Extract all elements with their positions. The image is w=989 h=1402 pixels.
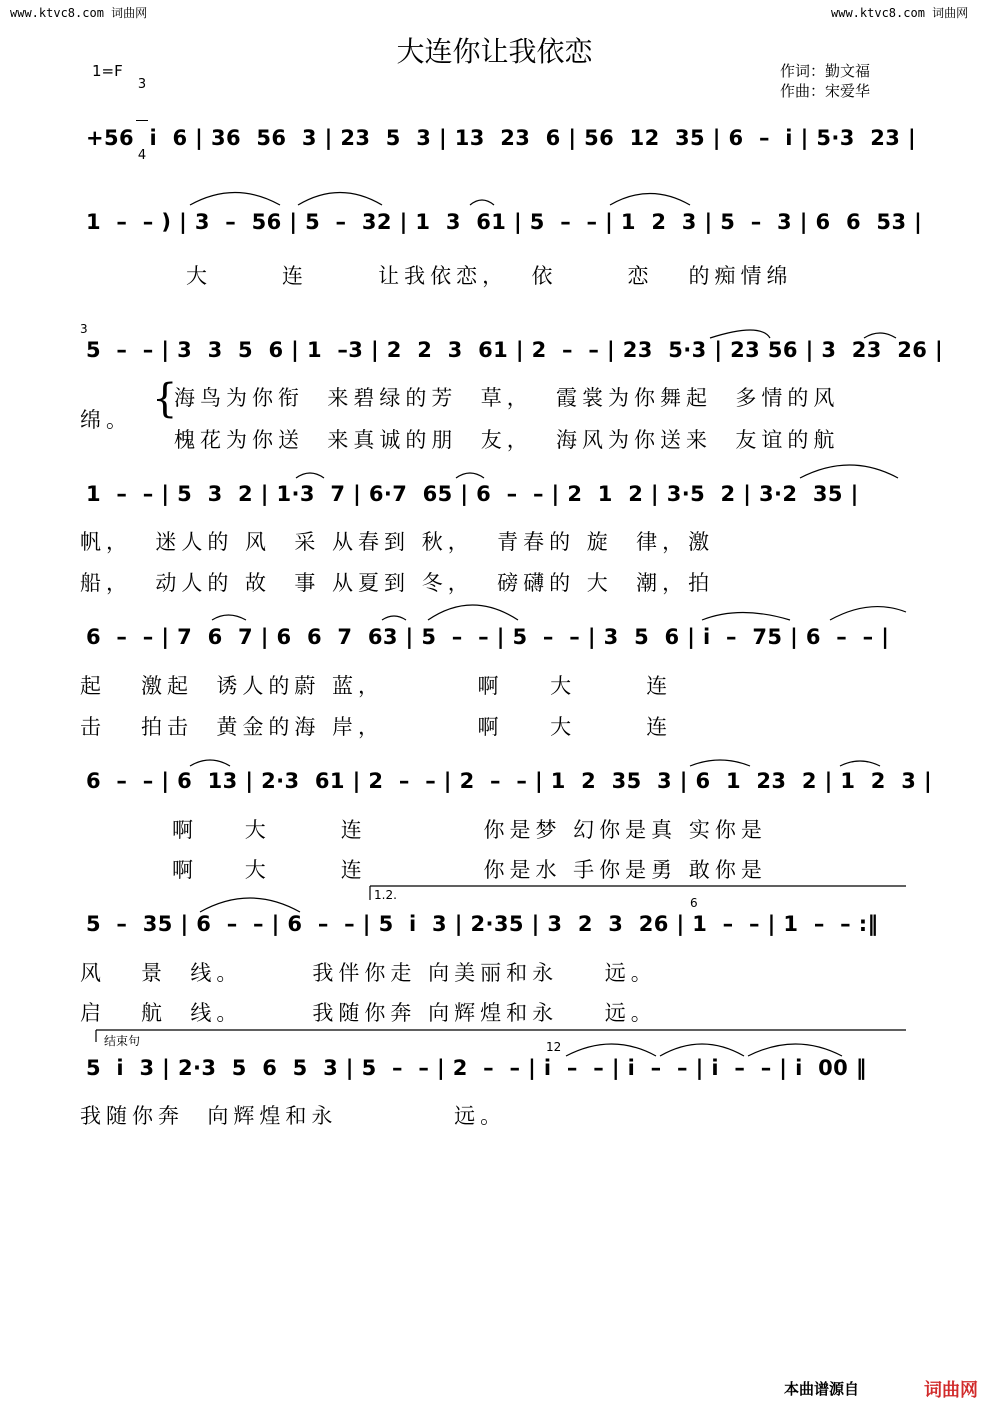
site-logo[interactable]: 词曲网 <box>924 1380 978 1401</box>
site-watermark-left: www.ktvc8.com 词曲网 <box>10 6 148 20</box>
composer-credit: 作曲：宋爱华 <box>780 82 871 100</box>
lyric-line: 船， 动人的 故 事 从夏到 冬， 磅礴的 大 潮，拍 <box>80 571 715 595</box>
time-signature-bottom: 4 <box>137 148 147 163</box>
lyric-line: 啊 大 连 你是梦 幻你是真 实你是 <box>172 818 767 842</box>
notation-line: 5 – – | 3 3 5 6 | 1 –3 | 2 2 3 61 | 2 – – | 23 5·3 | 23 56 | 3 23 26 | <box>86 338 944 362</box>
lyric-line: 帆， 迷人的 风 采 从春到 秋， 青春的 旋 律，激 <box>80 530 715 554</box>
notation-line: 6 – – | 6 13 | 2·3 61 | 2 – – | 2 – – | 1 2 35 3 | 6 1 23 2 | 1 2 3 | <box>86 769 933 793</box>
song-title: 大连你让我依恋 <box>396 35 593 68</box>
lyricist-credit: 作词：勤文福 <box>780 62 871 80</box>
lyric-line: 风 景 线。 我伴你走 向美丽和永 远。 <box>80 961 657 985</box>
lyric-line: 启 航 线。 我随你奔 向辉煌和永 远。 <box>80 1001 657 1025</box>
grace-note: 12 <box>546 1040 562 1054</box>
time-signature-top: 3 <box>137 77 147 92</box>
lyric-line: 击 拍击 黄金的海 岸， 啊 大 连 <box>80 715 673 739</box>
volta-label: 1.2. <box>374 888 397 902</box>
verse-brace: { <box>152 376 178 422</box>
key-signature: 1=F <box>92 62 123 80</box>
lyric-line: 大 连 让我依恋， 依 恋 的痴情绵 <box>186 264 793 288</box>
ending-label: 结束句 <box>104 1034 141 1048</box>
lyric-line: 海鸟为你衔 来碧绿的芳 草， 霞裳为你舞起 多情的风 <box>174 386 840 410</box>
time-signature <box>136 50 148 177</box>
lyric-line: 起 激起 诱人的蔚 蓝， 啊 大 连 <box>80 674 673 698</box>
notation-line: +56 i 6 | 36 56 3 | 23 5 3 | 13 23 6 | 56 12 35 | 6 – i | 5·3 23 | <box>86 126 917 150</box>
lyric-line: 槐花为你送 来真诚的朋 友， 海风为你送来 友谊的航 <box>174 428 840 452</box>
lyric-line: 啊 大 连 你是水 手你是勇 敢你是 <box>172 858 767 882</box>
lyric-line: 绵。 <box>80 408 132 432</box>
time-signature-line <box>136 120 148 121</box>
lyric-line: 我随你奔 向辉煌和永 远。 <box>80 1104 507 1128</box>
notation-line: 6 – – | 7 6 7 | 6 6 7 63 | 5 – – | 5 – – | 3 5 6 | i – 75 | 6 – – | <box>86 625 890 649</box>
source-label: 本曲谱源自 <box>784 1380 860 1398</box>
notation-line: 5 i 3 | 2·3 5 6 5 3 | 5 – – | 2 – – | i – – | i – – | i – – | i 00 ‖ <box>86 1056 867 1080</box>
site-watermark-right: www.ktvc8.com 词曲网 <box>831 6 969 20</box>
notation-line: 1 – – ) | 3 – 56 | 5 – 32 | 1 3 61 | 5 – – | 1 2 3 | 5 – 3 | 6 6 53 | <box>86 210 923 234</box>
notation-line: 5 – 35 | 6 – – | 6 – – | 5 i 3 | 2·35 | 3 2 3 26 | 1 – – | 1 – – :‖ <box>86 912 879 936</box>
grace-note: 3 <box>80 322 88 336</box>
notation-line: 1 – – | 5 3 2 | 1·3 7 | 6·7 65 | 6 – – | 2 1 2 | 3·5 2 | 3·2 35 | <box>86 482 859 506</box>
grace-note: 6 <box>690 896 698 910</box>
